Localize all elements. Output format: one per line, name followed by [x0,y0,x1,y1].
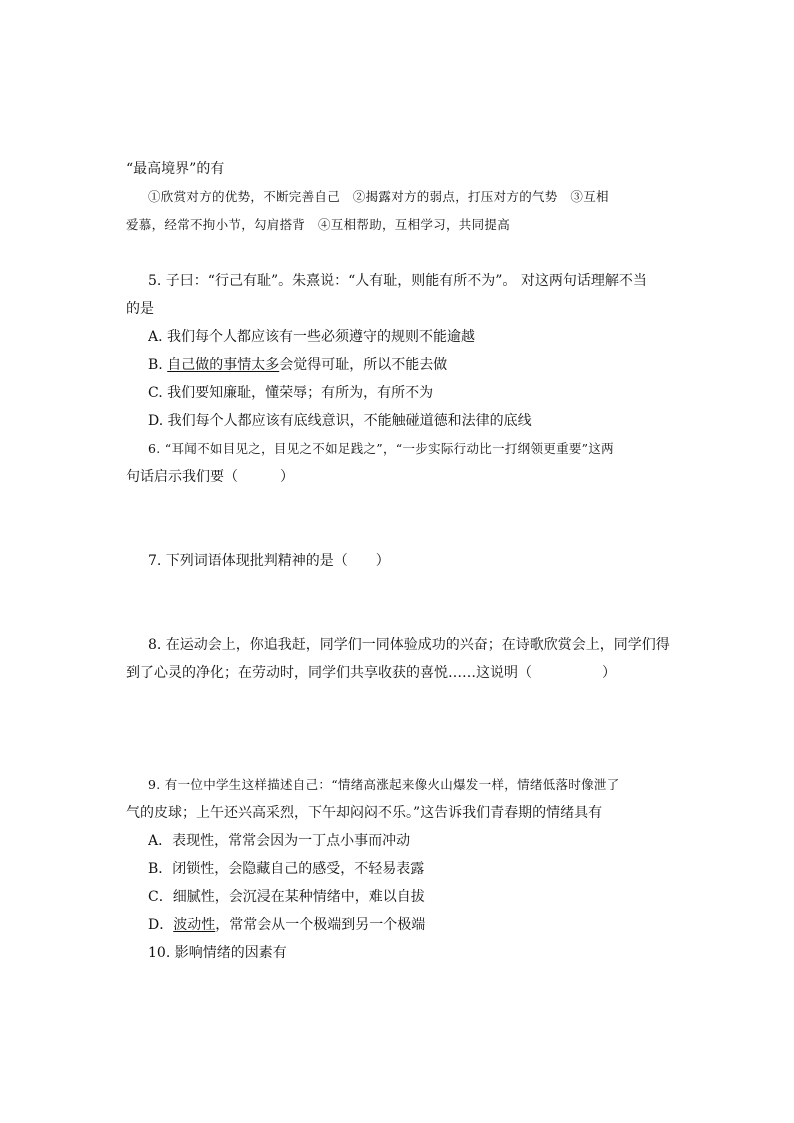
q8-stem-line1: 8. 在运动会上，你追我赶，同学们一同体验成功的兴奋；在诗歌欣赏会上，同学们得 [148,637,670,653]
q8-stem-line2: 到了心灵的净化；在劳动时，同学们共享收获的喜悦……这说明（ ） [126,665,616,681]
q5-stem-line1: 5. 子曰：“行己有耻”。朱熹说：“人有耻，则能有所不为”。 对这两句话理解不当 [148,273,647,289]
q5-option-b-answer-mark: 自己做的事情太多 [167,357,280,373]
q10-stem: 10. 影响情绪的因素有 [148,945,287,961]
q7-stem: 7. 下列词语体现批判精神的是（ ） [148,553,390,569]
q6-stem-line1: 6. “耳闻不如目见之，目见之不如足践之”，“一步实际行动比一打纲领更重要”这两 [148,441,614,456]
q9-option-c: C．细腻性，会沉浸在某种情绪中，难以自拔 [148,889,425,905]
q9-option-d-answer-mark: 波动性 [173,917,216,933]
q6-stem-line2: 句话启示我们要（ ） [126,469,294,485]
q5-option-a: A. 我们每个人都应该有一些必须遵守的规则不能逾越 [148,329,476,345]
q9-option-a: A．表现性，常常会因为一丁点小事而冲动 [148,833,411,849]
q5-option-d: D. 我们每个人都应该有底线意识，不能触碰道德和法律的底线 [148,413,532,429]
q5-option-c: C. 我们要知廉耻，懂荣辱；有所为，有所不为 [148,385,434,401]
q9-option-b: B．闭锁性，会隐藏自己的感受，不轻易表露 [148,861,425,877]
q4-statements-line1: ①欣赏对方的优势，不断完善自己 ②揭露对方的弱点，打压对方的气势 ③互相 [148,189,609,204]
q9-stem-line2: 气的皮球；上午还兴高采烈，下午却闷闷不乐。”这告诉我们青春期的情绪具有 [126,805,603,821]
q9-stem-line1: 9. 有一位中学生这样描述自己：“情绪高涨起来像火山爆发一样，情绪低落时像泄了 [148,777,620,792]
q4-stem-end: “最高境界”的有 [126,161,225,177]
q9-option-d: D．波动性，常常会从一个极端到另一个极端 [148,917,426,933]
q5-stem-line2: 的是 [126,301,154,317]
q4-statements-line2: 爱慕，经常不拘小节，勾肩搭背 ④互相帮助，互相学习，共同提高 [126,217,511,232]
q5-option-b: B. 自己做的事情太多会觉得可耻，所以不能去做 [148,357,448,373]
